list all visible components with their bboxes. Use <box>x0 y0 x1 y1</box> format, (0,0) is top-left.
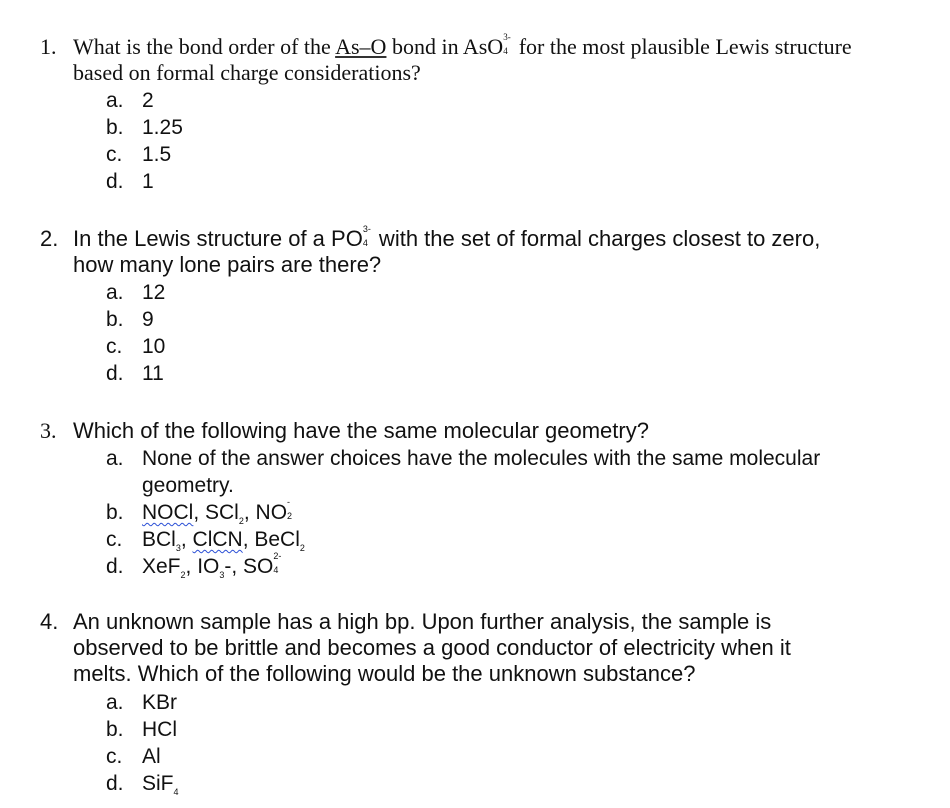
question-stem: In the Lewis structure of a PO 3- 4 with the set of formal charges closest to zero, how many lone pairs are there? <box>73 224 821 277</box>
option-a: a. 2 <box>106 89 154 112</box>
option-d: d. 1 <box>106 170 154 193</box>
answer-options <box>106 279 946 387</box>
spellcheck-underlined-word: NOCl <box>142 501 194 524</box>
question-number: 3. <box>40 418 57 443</box>
option-b: b. NOCl, SCl$_2$, NO - 2 <box>106 497 293 526</box>
option-c: c. 1.5 <box>106 143 172 166</box>
answer-options <box>106 87 946 195</box>
question-stem: What is the bond order of the As–O bond in AsO 3- 4 for the most plausible Lewis structure based on formal charge considerations? <box>73 32 852 85</box>
option-b: b. 9 <box>106 308 154 331</box>
option-b: b. HCl <box>106 718 177 741</box>
option-a: a. None of the answer choices have the molecules with the same molecular geometry. <box>106 447 821 497</box>
option-d: d. XeF$_2$, $IO_3-$, SO 2- 4 <box>106 551 282 580</box>
question-number: 4. <box>40 609 59 634</box>
option-c: c. 10 <box>106 335 166 358</box>
spellcheck-underlined-word: ClCN <box>192 528 243 551</box>
option-b: b. 1.25 <box>106 116 183 139</box>
answer-options <box>106 689 946 797</box>
option-d: d. 11 <box>106 362 164 385</box>
question-stem: Which of the following have the same molecular geometry? <box>73 418 649 443</box>
option-a: a. 12 <box>106 281 166 304</box>
question-number: 2. <box>40 226 59 251</box>
as-o-bond-underlined: As–O <box>335 34 387 59</box>
option-d: d. SiF$_4$ <box>106 772 179 797</box>
answer-options <box>106 445 946 580</box>
question-number: 1. <box>40 34 57 59</box>
option-c: c. Al <box>106 745 161 768</box>
question-stem: An unknown sample has a high bp. Upon further analysis, the sample is observed to be brittle and becomes a good conductor of electricity when it melts. Which of the following would be the unknown substance? <box>73 609 791 686</box>
option-a: a. KBr <box>106 691 178 714</box>
option-c: c. BCl$_3$, ClCN, BeCl$_2$ <box>106 528 305 553</box>
